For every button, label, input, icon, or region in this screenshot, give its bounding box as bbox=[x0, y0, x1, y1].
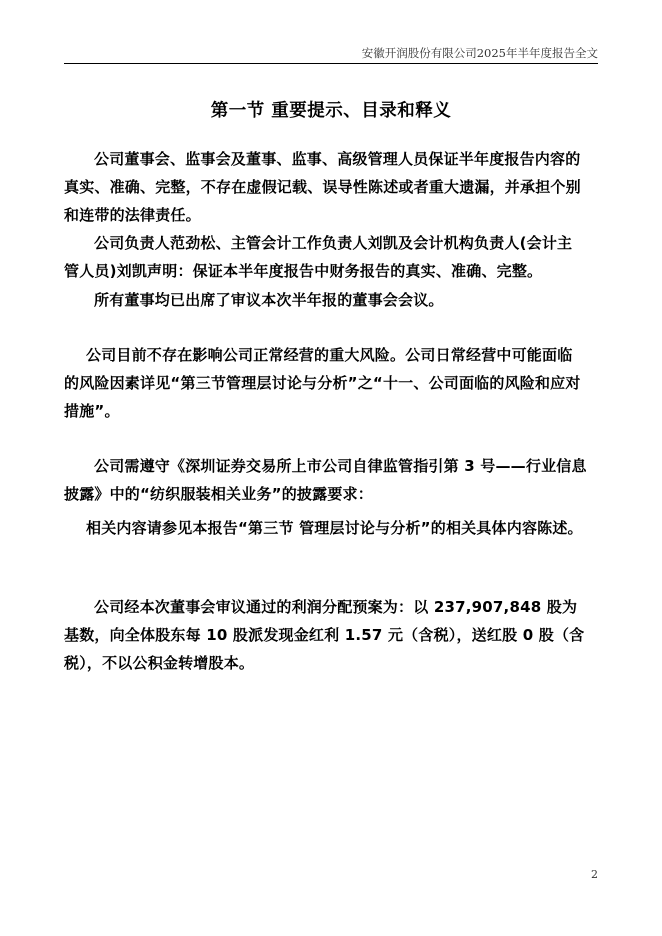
paragraph-risk-statement: 公司目前不存在影响公司正常经营的重大风险。公司日常经营中可能面临的风险因素详见“第三节管理层讨论与分析”之“十一、公司面临的风险和应对措施”。 bbox=[64, 346, 581, 420]
section-title: 第一节 重要提示、目录和释义 bbox=[210, 101, 452, 121]
paragraph-disclosure-requirement: 公司需遵守《深圳证券交易所上市公司自律监管指引第 3 号——行业信息披露》中的“纺织服装相关业务”的披露要求： bbox=[64, 457, 587, 503]
header-report-title: 安徽开润股份有限公司2025年半年度报告全文 bbox=[361, 46, 598, 60]
paragraph-profit-distribution: 公司经本次董事会审议通过的利润分配预案为：以 237,907,848 股为基数，向全体股东每 10 股派发现金红利 1.57 元（含税），送红股 0 股（含税），不以公积金转增股本。 bbox=[64, 598, 585, 672]
paragraph-board-guarantee: 公司董事会、监事会及董事、监事、高级管理人员保证半年度报告内容的真实、准确、完整，不存在虚假记载、误导性陈述或者重大遗漏，并承担个别和连带的法律责任。 bbox=[64, 150, 581, 224]
page-header bbox=[64, 43, 598, 64]
paragraph-directors-attendance: 所有董事均已出席了审议本次半年报的董事会会议。 bbox=[94, 291, 444, 309]
paragraph-reference: 相关内容请参见本报告“第三节 管理层讨论与分析”的相关具体内容陈述。 bbox=[86, 519, 583, 537]
paragraph-responsible-persons: 公司负责人范劲松、主管会计工作负责人刘凯及会计机构负责人(会计主管人员)刘凯声明：保证本半年度报告中财务报告的真实、准确、完整。 bbox=[64, 234, 573, 280]
page-number: 2 bbox=[591, 868, 598, 881]
